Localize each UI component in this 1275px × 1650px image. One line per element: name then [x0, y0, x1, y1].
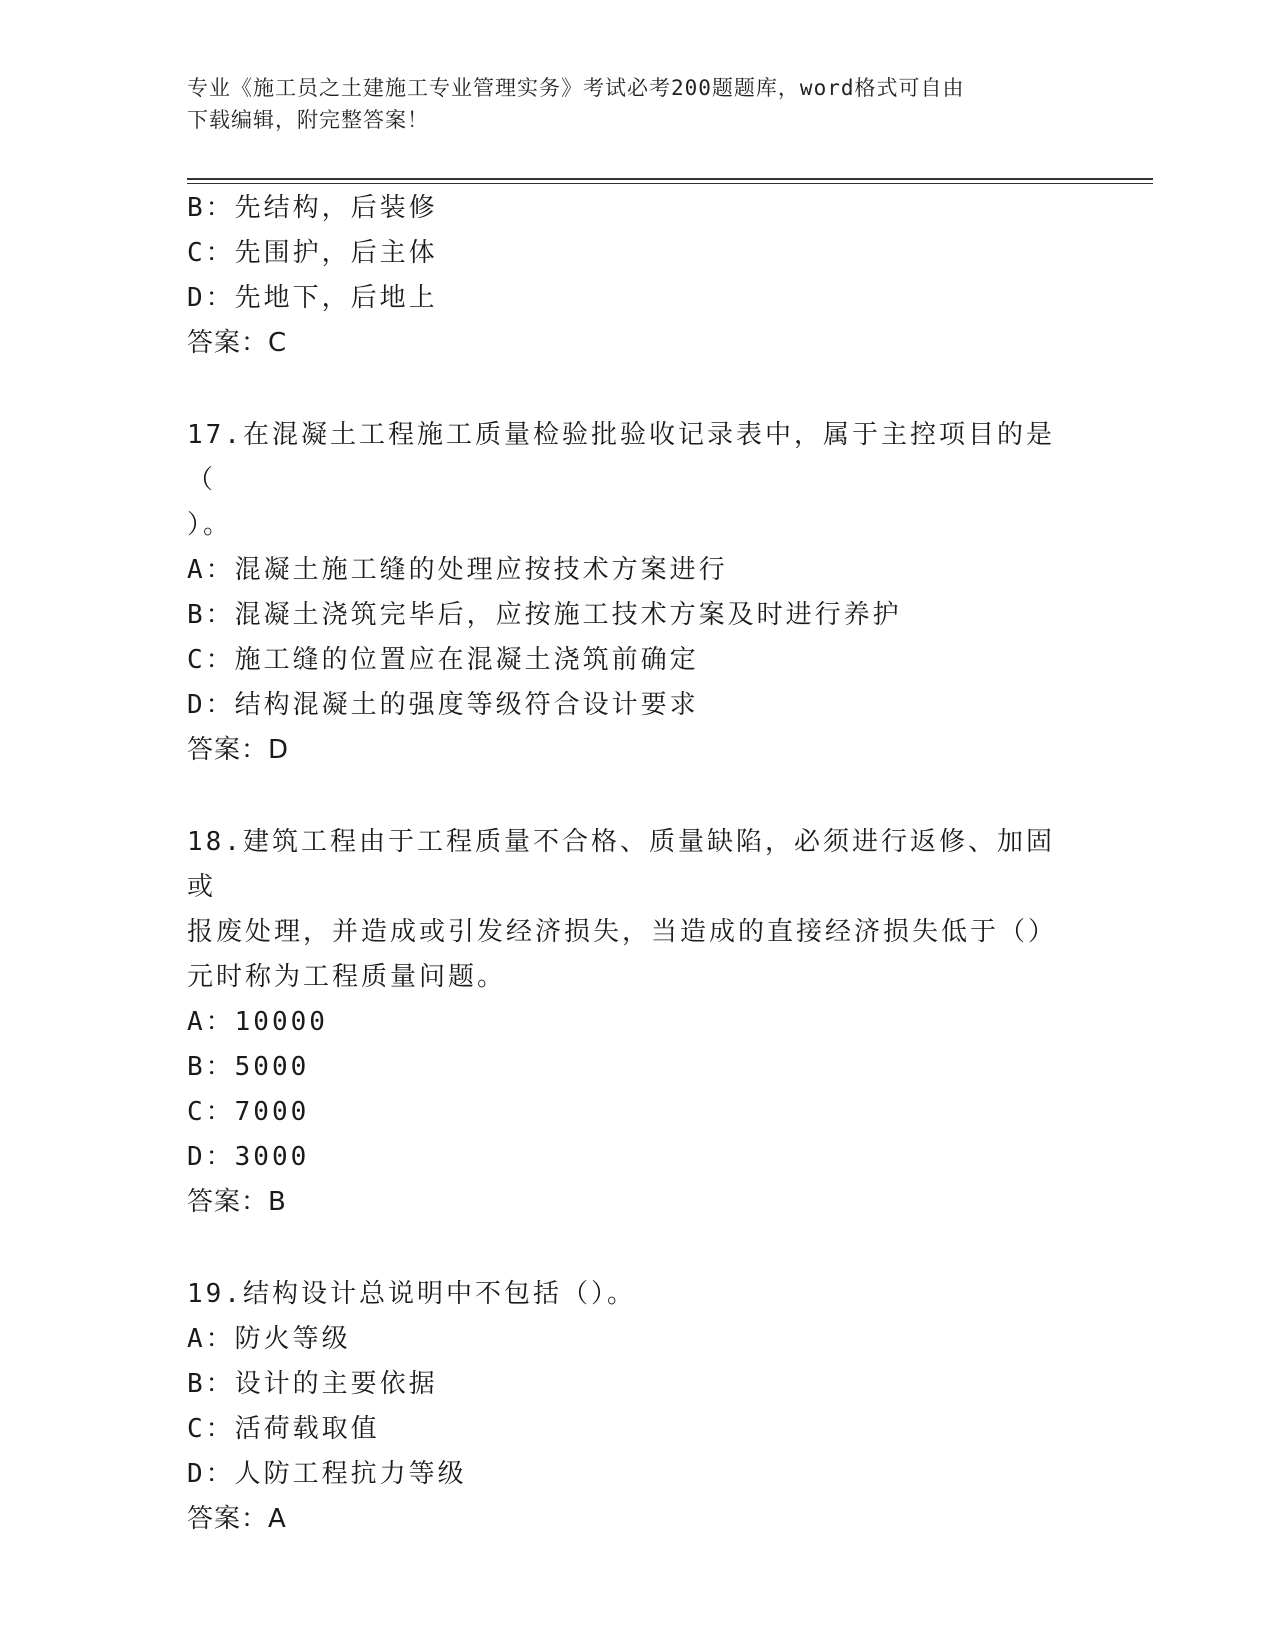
option-d: D：先地下，后地上	[187, 283, 438, 313]
option-d: D：3000	[187, 1142, 310, 1172]
option-a: A：混凝土施工缝的处理应按技术方案进行	[187, 555, 728, 585]
document-body	[187, 186, 1087, 1542]
question-19	[187, 1272, 1087, 1542]
option-d: D：结构混凝土的强度等级符合设计要求	[187, 690, 699, 720]
question-stem-line: 17.在混凝土工程施工质量检验批验收记录表中，属于主控项目的是（	[187, 420, 1055, 495]
header-line-2: 下载编辑，附完整答案！	[187, 108, 429, 132]
option-a: A：防火等级	[187, 1324, 351, 1354]
spacer	[187, 366, 1087, 413]
question-stem-line: 19.结构设计总说明中不包括（）。	[187, 1279, 636, 1309]
option-c: C：先围护，后主体	[187, 238, 438, 268]
spacer	[187, 1225, 1087, 1272]
question-stem-line: 元时称为工程质量问题。	[187, 962, 507, 992]
spacer	[187, 773, 1087, 820]
question-17	[187, 413, 1087, 773]
option-c: C：施工缝的位置应在混凝土浇筑前确定	[187, 645, 699, 675]
option-b: B：5000	[187, 1052, 310, 1082]
answer: 答案：C	[187, 328, 288, 358]
answer: 答案：D	[187, 735, 290, 765]
header-line-1: 专业《施工员之土建施工专业管理实务》考试必考200题题库，word格式可自由	[187, 76, 965, 100]
option-b: B：设计的主要依据	[187, 1369, 438, 1399]
option-c: C：7000	[187, 1097, 310, 1127]
option-d: D：人防工程抗力等级	[187, 1459, 467, 1489]
option-b: B：先结构，后装修	[187, 193, 438, 223]
header-divider-thick	[187, 178, 1153, 180]
question-18	[187, 820, 1087, 1225]
question-16	[187, 186, 1087, 366]
option-a: A：10000	[187, 1007, 328, 1037]
document-header	[187, 72, 1067, 136]
option-c: C：活荷载取值	[187, 1414, 380, 1444]
question-stem-line: ）。	[187, 510, 233, 540]
header-divider-thin	[187, 183, 1153, 184]
answer: 答案：B	[187, 1187, 287, 1217]
question-stem-line: 18.建筑工程由于工程质量不合格、质量缺陷，必须进行返修、加固或	[187, 827, 1055, 902]
question-stem-line: 报废处理，并造成或引发经济损失，当造成的直接经济损失低于（）	[187, 917, 1058, 947]
answer: 答案：A	[187, 1504, 287, 1534]
option-b: B：混凝土浇筑完毕后，应按施工技术方案及时进行养护	[187, 600, 902, 630]
